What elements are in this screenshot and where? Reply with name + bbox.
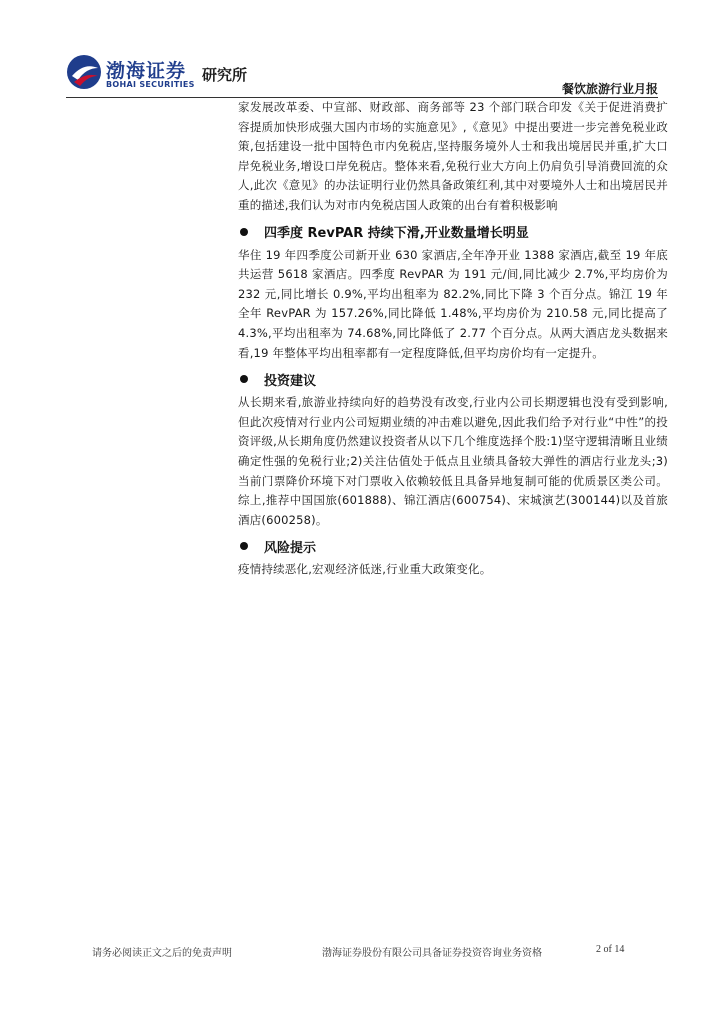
bohai-logo [66, 54, 266, 94]
section-heading-revpar [238, 222, 668, 242]
intro-paragraph: 家发展改革委、中宣部、财政部、商务部等 23 个部门联合印发《关于促进消费扩容提质加快形成强大国内市场的实施意见》,《意见》中提出要进一步完善免税业政策,包括建设一批中国特色市内免税店,坚持服务境外人士和我出境居民并重,扩大口岸免税业务,增设口岸免税店。整体来看,免税行业大方向上仍肩负引导消费回流的众人,此次《意见》的办法证明行业仍然具备政策红利,其中对要境外人士和出境居民并重的描述,我们认为对市内免税店国人政策的出台有着积极影响 [238, 100, 668, 212]
section-heading-text: 投资建议 [264, 373, 317, 389]
bullet-icon [240, 375, 248, 383]
report-type-title: 餐饮旅游行业月报 [561, 82, 658, 96]
section-paragraph-investment: 从长期来看,旅游业持续向好的趋势没有改变,行业内公司长期逻辑也没有受到影响,但此次疫情对行业内公司短期业绩的冲击难以避免,因此我们给予对行业“中性”的投资评级,从长期角度仍然建议投资者从以下几个维度选择个股:1)坚守逻辑清晰且业绩确定性强的免税行业;2)关注估值处于低点且业绩具备较大弹性的酒店行业龙头;3)当前门票降价环境下对门票收入依赖较低且具备异地复制可能的优质景区类公司。综上,推荐中国国旅(601888)、锦江酒店(600754)、宋城演艺(300144)以及首旅酒店(600258)。 [238, 395, 668, 527]
section-heading-text: 风险提示 [264, 540, 317, 556]
section-paragraph-risk: 疫情持续恶化,宏观经济低迷,行业重大政策变化。 [238, 562, 492, 577]
institute-label: 研究所 [202, 66, 248, 84]
logo-chinese-name: 渤海证券 [106, 60, 187, 82]
bohai-logo-icon [66, 54, 102, 90]
logo-english-name: BOHAI SECURITIES [106, 80, 195, 89]
footer-disclaimer: 请务必阅读正文之后的免责声明 [92, 948, 232, 959]
bullet-icon [240, 228, 248, 236]
report-body [238, 98, 668, 580]
section-heading-investment [238, 369, 668, 389]
section-heading-text: 四季度 RevPAR 持续下滑,开业数量增长明显 [264, 226, 529, 242]
bullet-icon [240, 542, 248, 550]
section-heading-risk [238, 536, 668, 556]
page-header [0, 0, 724, 100]
page-footer [0, 940, 724, 964]
section-paragraph-revpar: 华住 19 年四季度公司新开业 630 家酒店,全年净开业 1388 家酒店,截至 19 年底共运营 5618 家酒店。四季度 RevPAR 为 191 元/间,同比减少 2.7%,平均房价为 232 元,同比增长 0.9%,平均出租率为 82.2%,同比下降 3 个百分点。锦江 19 年全年 RevPAR 为 157.26%,同比降低 1.48%,平均房价为 210.58 元,同比提高了 4.3%,平均出租率为 74.68%,同比降低了 2.77 个百分点。从两大酒店龙头数据来看,19 年整体平均出租率都有一定程度降低,但平均房价均有一定提升。 [238, 247, 668, 360]
page-number: 2 of 14 [596, 944, 625, 955]
footer-qualification: 渤海证券股份有限公司具备证券投资咨询业务资格 [322, 948, 542, 959]
